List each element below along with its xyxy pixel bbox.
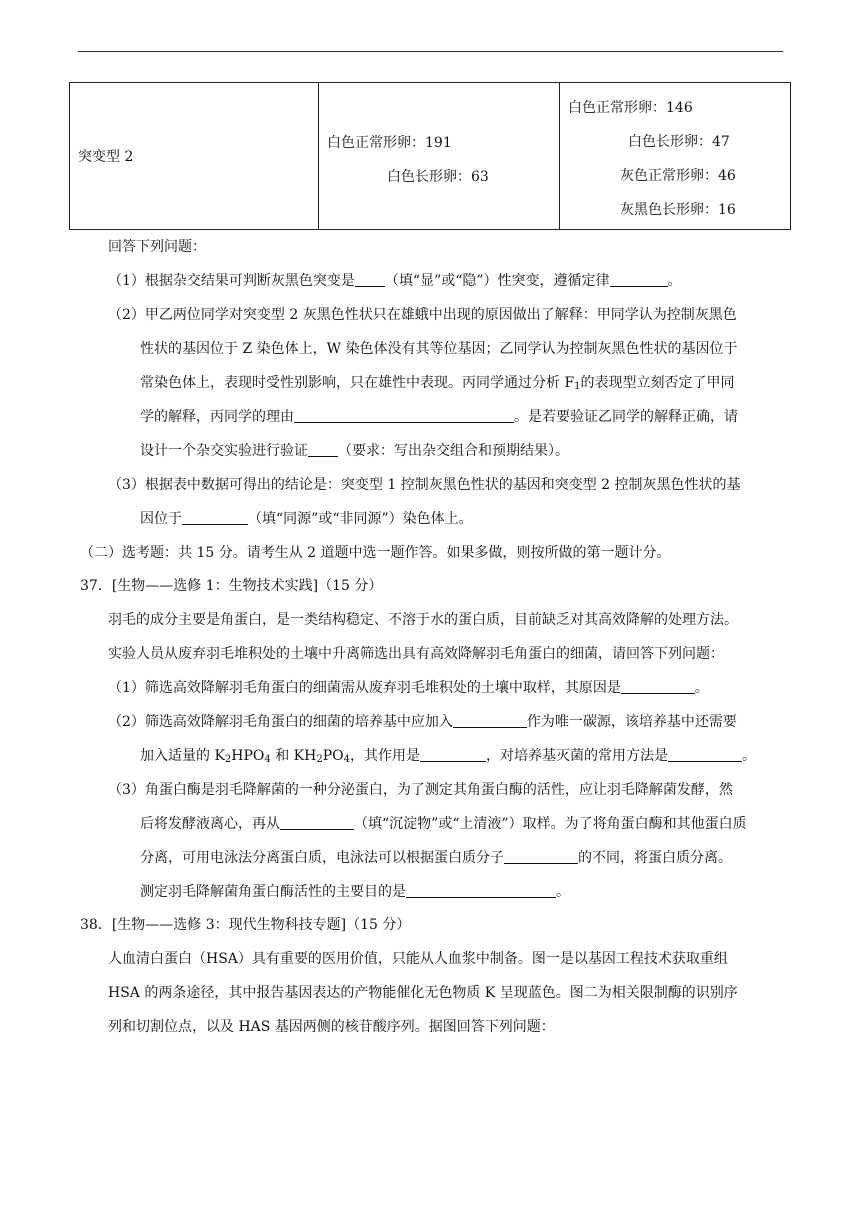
q36-part3-line2 <box>140 509 473 529</box>
q37-p2-l2-g: 。 <box>742 748 757 764</box>
q36-p2-l5-text-a: 设计一个杂交实验进行验证 <box>140 443 308 459</box>
subscript: 2 <box>224 754 232 765</box>
section-two-heading: （二）选考题：共 15 分。请考生从 2 道题中选一题作答。如果多做，则按所做的第一题计分。 <box>80 545 671 561</box>
answer-blank[interactable] <box>294 408 514 423</box>
q37-part2-line2 <box>140 746 756 766</box>
answer-blank[interactable] <box>280 815 354 830</box>
q36-part2-line4 <box>140 407 738 427</box>
col3-line-2: 白色长形卵：47 <box>628 134 730 150</box>
subscript: 4 <box>264 754 271 765</box>
q36-part1 <box>108 271 682 291</box>
q36-part2-line1: （2）甲乙两位同学对突变型 2 灰黑色性状只在雄蛾中出现的原因做出了解释：甲同学认为控制灰黑色 <box>108 307 737 323</box>
q37-part3-line1: （3）角蛋白酶是羽毛降解菌的一种分泌蛋白，为了测定其角蛋白酶的活性，应让羽毛降解菌发酵，然 <box>108 782 733 798</box>
answer-blank[interactable] <box>621 679 695 694</box>
q37-p2-l1-text-a: （2）筛选高效降解羽毛角蛋白的细菌的培养基中应加入 <box>108 714 453 730</box>
col3-line-4: 灰黑色长形卵：16 <box>620 202 736 218</box>
subscript: 4 <box>343 754 351 765</box>
q37-p2-l2-f: ，对培养基灭菌的常用方法是 <box>486 748 669 764</box>
q36-p2-l4-text-a: 学的解释，丙同学的理由 <box>140 409 294 425</box>
q37-p1-end: 。 <box>694 680 709 696</box>
q37-part3-line3 <box>140 848 732 868</box>
q37-p3-l2-text-b: （填“沉淀物”或“上清液”）取样。为了将角蛋白酶和其他蛋白质 <box>354 816 747 832</box>
q36-part3-line1: （3）根据表中数据可得出的结论是：突变型 1 控制灰黑色性状的基因和突变型 2 控制灰黑色性状的基 <box>108 477 741 493</box>
q37-part3-line2 <box>140 814 747 834</box>
answer-blank[interactable] <box>668 747 742 762</box>
q37-p3-l3-text-a: 分离，可用电泳法分离蛋白质，电泳法可以根据蛋白质分子 <box>140 850 504 866</box>
answer-blank[interactable] <box>453 713 527 728</box>
q36-p3-l2-text-b: （填“同源”或“非同源”）染色体上。 <box>248 511 473 527</box>
answer-blank[interactable] <box>355 272 385 287</box>
q36-part2-line2: 性状的基因位于 Z 染色体上，W 染色体没有其等位基因；乙同学认为控制灰黑色性状的基因位于 <box>140 341 738 357</box>
q37-p3-l4-text-b: 。 <box>556 884 570 900</box>
q37-p2-l2-d: PO <box>322 748 344 764</box>
col2-line-1: 白色正常形卵：191 <box>327 135 452 151</box>
q38-line3: 列和切割位点，以及 HAS 基因两侧的核苷酸序列。据图回答下列问题： <box>108 1019 555 1035</box>
q38-line1: 人血清白蛋白（HSA）具有重要的医用价值，只能从人血浆中制备。图一是以基因工程技术获取重组 <box>108 951 728 967</box>
q36-p1-text-b: （填“显”或“隐”）性突变，遵循定律 <box>384 273 610 289</box>
row-label-text: 突变型 2 <box>78 149 134 165</box>
q37-intro-line1: 羽毛的成分主要是角蛋白，是一类结构稳定、不溶于水的蛋白质，目前缺乏对其高效降解的处理方法。 <box>108 612 738 628</box>
q37-p2-l2-b: HPO <box>231 748 265 764</box>
table-row-label <box>70 83 319 230</box>
q37-part3-line4 <box>140 882 570 902</box>
q36-part2-line5 <box>140 441 569 461</box>
q36-p3-l2-text-a: 因位于 <box>140 511 182 527</box>
q37-part2-line1 <box>108 712 737 732</box>
answer-blank[interactable] <box>610 272 668 287</box>
table-cell-col2 <box>319 83 560 230</box>
q37-p3-l2-text-a: 后将发酵液离心，再从 <box>140 816 280 832</box>
answer-blank[interactable] <box>406 883 556 898</box>
col3-line-3: 灰色正常形卵：46 <box>620 168 736 184</box>
q37-intro-line2: 实验人员从废弃羽毛堆积处的土壤中升离筛选出具有高效降解羽毛角蛋白的细菌，请回答下列问题： <box>108 646 724 662</box>
q37-p3-l3-text-b: 的不同，将蛋白质分离。 <box>578 850 732 866</box>
q36-p1-text-a: （1）根据杂交结果可判断灰黑色突变是 <box>108 273 355 289</box>
q38-line2: HSA 的两条途径，其中报告基因表达的产物能催化无色物质 K 呈现蓝色。图二为相关限制酶的识别序 <box>108 985 738 1001</box>
q36-p2-l5-text-b: （要求：写出杂交组合和预期结果）。 <box>338 443 569 459</box>
q37-p2-l2-e: ，其作用是 <box>350 748 421 764</box>
q36-part2-line3 <box>140 373 735 393</box>
q36-p1-text-c: 。 <box>667 273 682 289</box>
answer-blank[interactable] <box>182 510 248 525</box>
q38-title: 38．[生物——选修 3：现代生物科技专题]（15 分） <box>80 917 411 933</box>
subscript: 2 <box>316 754 323 765</box>
answer-blank[interactable] <box>420 747 486 762</box>
col2-line-2: 白色长形卵：63 <box>387 169 489 185</box>
q36-p2-l4-text-b: 。是若要验证乙同学的解释正确，请 <box>514 409 738 425</box>
hybrid-results-table <box>69 82 791 230</box>
q37-p1-text: （1）筛选高效降解羽毛角蛋白的细菌需从废弃羽毛堆积处的土壤中取样，其原因是 <box>108 680 621 696</box>
col3-line-1: 白色正常形卵：146 <box>568 100 693 116</box>
q37-p2-l2-a: 加入适量的 K <box>140 748 225 764</box>
answer-blank[interactable] <box>504 849 578 864</box>
answer-blank[interactable] <box>308 442 338 457</box>
q37-p3-l4-text-a: 测定羽毛降解菌角蛋白酶活性的主要目的是 <box>140 884 406 900</box>
q37-p2-l1-text-b: 作为唯一碳源，该培养基中还需要 <box>526 714 737 730</box>
table-cell-col3 <box>560 83 791 230</box>
q37-p2-l2-c: 和 KH <box>270 748 317 764</box>
q37-part1 <box>108 678 709 698</box>
q36-p2-l3-text-b: 的表现型立刻否定了甲同 <box>580 375 735 391</box>
q36-p2-l3-text: 常染色体上，表现时受性别影响，只在雄性中表现。丙同学通过分析 F <box>140 375 575 391</box>
header-rule <box>78 51 783 52</box>
subscript: 1 <box>574 381 581 392</box>
q37-title: 37．[生物——选修 1：生物技术实践]（15 分） <box>80 578 383 594</box>
q36-intro: 回答下列问题： <box>108 239 206 255</box>
